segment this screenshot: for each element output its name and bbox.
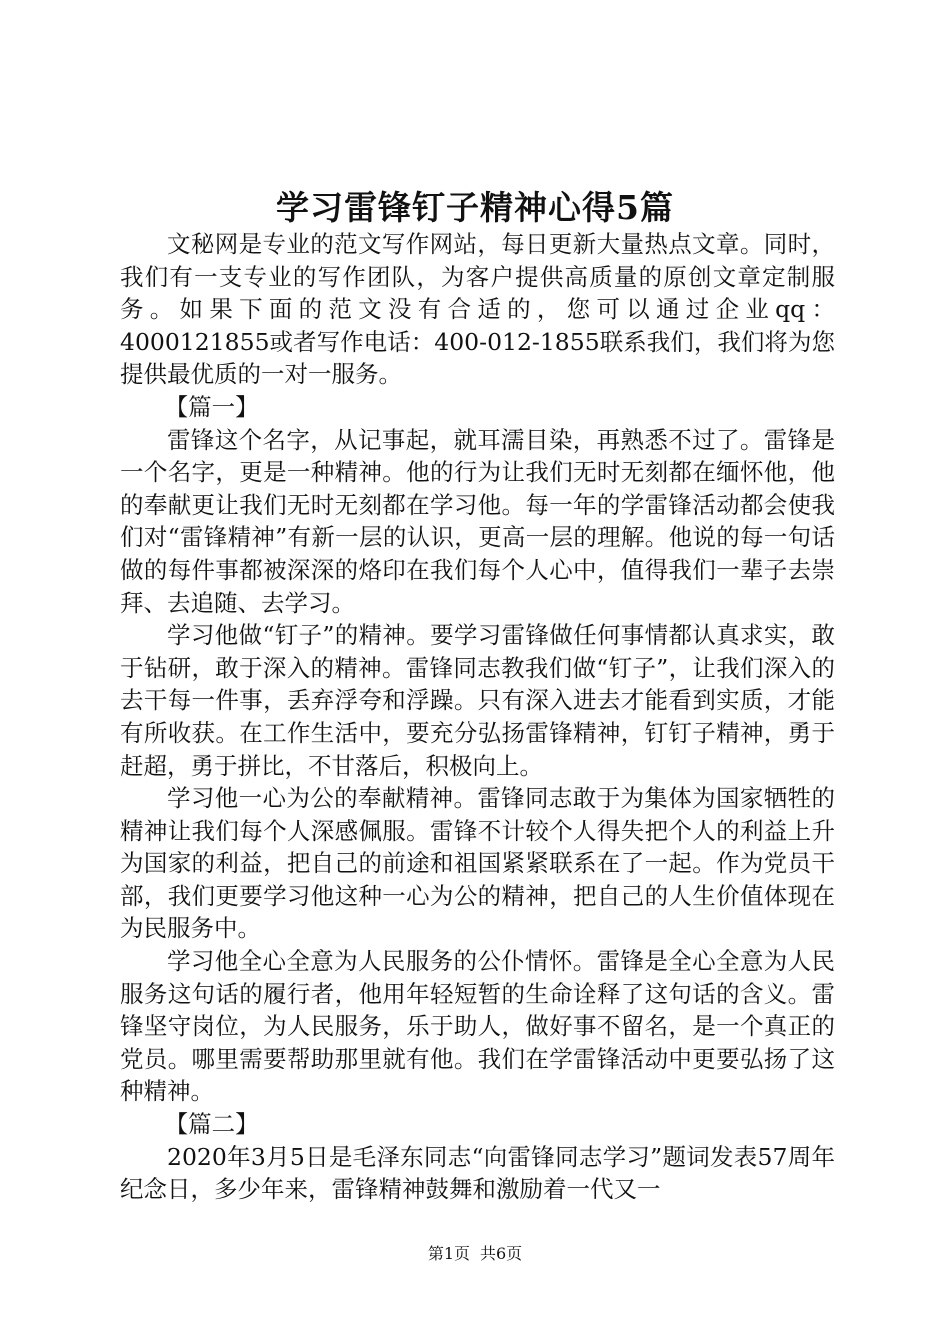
section-heading-1: 【篇一】 [164, 392, 259, 421]
document-body [120, 228, 835, 1206]
body-paragraph: 雷锋这个名字，从记事起，就耳濡目染，再熟悉不过了。雷锋是一个名字，更是一种精神。他的行为让我们无时无刻都在缅怀他，他的奉献更让我们无时无刻都在学习他。每一年的学雷锋活动都会使我们对“雷锋精神”有新一层的认识，更高一层的理解。他说的每一句话做的每件事都被深深的烙印在我们每个人心中，值得我们一辈子去崇拜、去追随、去学习。 [120, 425, 835, 617]
page-number-current: 第1页 [427, 1244, 470, 1263]
body-paragraph: 学习他全心全意为人民服务的公仆情怀。雷锋是全心全意为人民服务这句话的履行者，他用年轻短暂的生命诠释了这句话的含义。雷锋坚守岗位，为人民服务，乐于助人，做好事不留名，是一个真正的党员。哪里需要帮助那里就有他。我们在学雷锋活动中更要弘扬了这种精神。 [120, 947, 835, 1106]
document-title: 学习雷锋钉子精神心得5篇 [276, 188, 674, 227]
page-footer [0, 1243, 950, 1265]
section-heading-2: 【篇二】 [164, 1110, 259, 1139]
intro-paragraph: 文秘网是专业的范文写作网站，每日更新大量热点文章。同时，我们有一支专业的写作团队，为客户提供高质量的原创文章定制服务。如果下面的范文没有合适的，您可以通过企业qq：4000121855或者写作电话：400-012-1855联系我们，我们将为您提供最优质的一对一服务。 [120, 230, 835, 389]
body-paragraph: 学习他做“钉子”的精神。要学习雷锋做任何事情都认真求实，敢于钻研，敢于深入的精神。雷锋同志教我们做“钉子”，让我们深入的去干每一件事，丢弃浮夸和浮躁。只有深入进去才能看到实质，才能有所收获。在工作生活中，要充分弘扬雷锋精神，钉钉子精神，勇于赶超，勇于拼比，不甘落后，积极向上。 [120, 621, 835, 780]
page-number-total: 共6页 [480, 1244, 523, 1263]
body-paragraph: 2020年3月5日是毛泽东同志“向雷锋同志学习”题词发表57周年纪念日，多少年来，雷锋精神鼓舞和激励着一代又一 [120, 1142, 835, 1204]
body-paragraph: 学习他一心为公的奉献精神。雷锋同志敢于为集体为国家牺牲的精神让我们每个人深感佩服。雷锋不计较个人得失把个人的利益上升为国家的利益，把自己的前途和祖国紧紧联系在了一起。作为党员干部，我们更要学习他这种一心为公的精神，把自己的人生价值体现在为民服务中。 [120, 784, 835, 943]
